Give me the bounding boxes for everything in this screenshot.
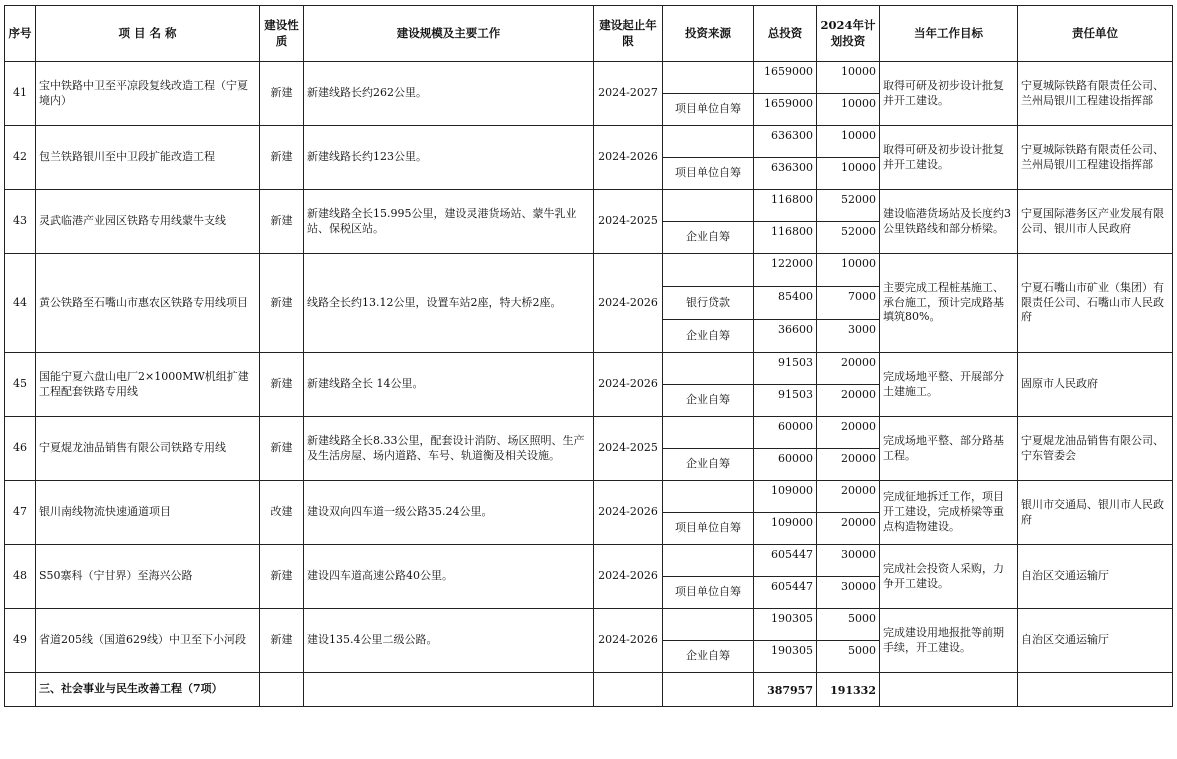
project-name: 省道205线（国道629线）中卫至下小河段 xyxy=(36,609,260,673)
fund-total: 109000 xyxy=(754,513,817,545)
fund-source: 项目单位自筹 xyxy=(663,513,754,545)
header-row xyxy=(5,6,1173,62)
fund-source xyxy=(663,254,754,287)
fund-total: 190305 xyxy=(754,609,817,641)
section-row xyxy=(5,673,1173,707)
fund-plan: 52000 xyxy=(817,222,880,254)
fund-source: 企业自筹 xyxy=(663,320,754,353)
project-nature: 新建 xyxy=(260,190,304,254)
fund-source xyxy=(663,126,754,158)
section-seq xyxy=(5,673,36,707)
fund-plan: 30000 xyxy=(817,577,880,609)
project-goal: 完成场地平整、开展部分土建施工。 xyxy=(880,353,1018,417)
project-period: 2024-2025 xyxy=(594,190,663,254)
project-nature: 新建 xyxy=(260,353,304,417)
fund-plan: 10000 xyxy=(817,126,880,158)
fund-plan: 30000 xyxy=(817,545,880,577)
fund-plan: 10000 xyxy=(817,62,880,94)
fund-plan: 5000 xyxy=(817,641,880,673)
fund-plan: 10000 xyxy=(817,254,880,287)
fund-source xyxy=(663,609,754,641)
header-plan: 2024年计划投资 xyxy=(817,6,880,62)
project-period: 2024-2026 xyxy=(594,609,663,673)
fund-total: 109000 xyxy=(754,481,817,513)
project-name: 包兰铁路银川至中卫段扩能改造工程 xyxy=(36,126,260,190)
project-nature: 改建 xyxy=(260,481,304,545)
project-seq: 47 xyxy=(5,481,36,545)
header-scope: 建设规模及主要工作 xyxy=(304,6,594,62)
project-unit: 宁夏国际港务区产业发展有限公司、银川市人民政府 xyxy=(1018,190,1173,254)
fund-plan: 20000 xyxy=(817,481,880,513)
fund-source: 企业自筹 xyxy=(663,385,754,417)
project-name: S50寨科（宁甘界）至海兴公路 xyxy=(36,545,260,609)
project-unit: 宁夏石嘴山市矿业（集团）有限责任公司、石嘴山市人民政府 xyxy=(1018,254,1173,353)
project-scope: 建设双向四车道一级公路35.24公里。 xyxy=(304,481,594,545)
project-scope: 建设四车道高速公路40公里。 xyxy=(304,545,594,609)
project-scope: 新建线路全长15.995公里，建设灵港货场站、蒙牛乳业站、保税区站。 xyxy=(304,190,594,254)
project-period: 2024-2027 xyxy=(594,62,663,126)
project-unit: 自治区交通运输厅 xyxy=(1018,609,1173,673)
project-unit: 固原市人民政府 xyxy=(1018,353,1173,417)
table-row xyxy=(5,126,1173,158)
project-goal: 建设临港货场站及长度约3公里铁路线和部分桥梁。 xyxy=(880,190,1018,254)
fund-total: 605447 xyxy=(754,545,817,577)
project-goal: 完成建设用地报批等前期手续，开工建设。 xyxy=(880,609,1018,673)
fund-source: 项目单位自筹 xyxy=(663,94,754,126)
table-row xyxy=(5,190,1173,222)
project-period: 2024-2025 xyxy=(594,417,663,481)
fund-total: 85400 xyxy=(754,287,817,320)
fund-plan: 7000 xyxy=(817,287,880,320)
project-scope: 新建线路长约262公里。 xyxy=(304,62,594,126)
project-name: 国能宁夏六盘山电厂2×1000MW机组扩建工程配套铁路专用线 xyxy=(36,353,260,417)
fund-total: 1659000 xyxy=(754,62,817,94)
section-label: 三、社会事业与民生改善工程（7项） xyxy=(36,673,260,707)
project-seq: 43 xyxy=(5,190,36,254)
project-goal: 取得可研及初步设计批复并开工建设。 xyxy=(880,126,1018,190)
project-scope: 新建线路全长 14公里。 xyxy=(304,353,594,417)
project-scope: 新建线路全长8.33公里，配套设计消防、场区照明、生产及生活房屋、场内道路、车号、轨道衡及相关设施。 xyxy=(304,417,594,481)
project-name: 银川南线物流快速通道项目 xyxy=(36,481,260,545)
fund-plan: 3000 xyxy=(817,320,880,353)
project-name: 黄公铁路至石嘴山市惠农区铁路专用线项目 xyxy=(36,254,260,353)
fund-total: 122000 xyxy=(754,254,817,287)
project-scope: 建设135.4公里二级公路。 xyxy=(304,609,594,673)
header-source: 投资来源 xyxy=(663,6,754,62)
project-scope: 新建线路长约123公里。 xyxy=(304,126,594,190)
header-goal: 当年工作目标 xyxy=(880,6,1018,62)
fund-total: 636300 xyxy=(754,158,817,190)
project-goal: 完成征地拆迁工作，项目开工建设，完成桥梁等重点构造物建设。 xyxy=(880,481,1018,545)
project-unit: 宁夏焜龙油品销售有限公司、宁东管委会 xyxy=(1018,417,1173,481)
fund-total: 36600 xyxy=(754,320,817,353)
fund-source xyxy=(663,417,754,449)
fund-total: 1659000 xyxy=(754,94,817,126)
fund-plan: 20000 xyxy=(817,385,880,417)
fund-plan: 10000 xyxy=(817,158,880,190)
project-nature: 新建 xyxy=(260,417,304,481)
project-seq: 44 xyxy=(5,254,36,353)
fund-source: 银行贷款 xyxy=(663,287,754,320)
project-unit: 宁夏城际铁路有限责任公司、兰州局银川工程建设指挥部 xyxy=(1018,126,1173,190)
project-seq: 45 xyxy=(5,353,36,417)
fund-total: 605447 xyxy=(754,577,817,609)
project-name: 宁夏焜龙油品销售有限公司铁路专用线 xyxy=(36,417,260,481)
fund-source: 企业自筹 xyxy=(663,222,754,254)
fund-source: 项目单位自筹 xyxy=(663,158,754,190)
table-row xyxy=(5,353,1173,385)
table-row xyxy=(5,417,1173,449)
table-row xyxy=(5,481,1173,513)
fund-total: 190305 xyxy=(754,641,817,673)
fund-total: 60000 xyxy=(754,417,817,449)
project-period: 2024-2026 xyxy=(594,254,663,353)
project-seq: 48 xyxy=(5,545,36,609)
fund-source xyxy=(663,545,754,577)
investment-table xyxy=(4,5,1173,707)
fund-source: 项目单位自筹 xyxy=(663,577,754,609)
fund-total: 116800 xyxy=(754,190,817,222)
section-plan: 191332 xyxy=(817,673,880,707)
project-name: 宝中铁路中卫至平凉段复线改造工程（宁夏境内） xyxy=(36,62,260,126)
fund-plan: 10000 xyxy=(817,94,880,126)
project-seq: 49 xyxy=(5,609,36,673)
fund-total: 91503 xyxy=(754,353,817,385)
project-nature: 新建 xyxy=(260,126,304,190)
project-nature: 新建 xyxy=(260,254,304,353)
project-nature: 新建 xyxy=(260,609,304,673)
table-row xyxy=(5,609,1173,641)
header-total: 总投资 xyxy=(754,6,817,62)
table-body xyxy=(5,62,1173,707)
fund-plan: 5000 xyxy=(817,609,880,641)
project-seq: 46 xyxy=(5,417,36,481)
table-row xyxy=(5,254,1173,287)
table-row xyxy=(5,545,1173,577)
fund-source xyxy=(663,62,754,94)
fund-plan: 52000 xyxy=(817,190,880,222)
fund-source: 企业自筹 xyxy=(663,641,754,673)
table-row xyxy=(5,62,1173,94)
project-seq: 42 xyxy=(5,126,36,190)
project-goal: 主要完成工程桩基施工、承台施工，预计完成路基填筑80%。 xyxy=(880,254,1018,353)
header-nature: 建设性质 xyxy=(260,6,304,62)
project-name: 灵武临港产业园区铁路专用线蒙牛支线 xyxy=(36,190,260,254)
fund-total: 91503 xyxy=(754,385,817,417)
fund-source: 企业自筹 xyxy=(663,449,754,481)
project-seq: 41 xyxy=(5,62,36,126)
project-goal: 完成场地平整、部分路基工程。 xyxy=(880,417,1018,481)
header-seq: 序号 xyxy=(5,6,36,62)
fund-source xyxy=(663,353,754,385)
fund-source xyxy=(663,190,754,222)
project-period: 2024-2026 xyxy=(594,353,663,417)
project-scope: 线路全长约13.12公里，设置车站2座，特大桥2座。 xyxy=(304,254,594,353)
project-goal: 完成社会投资人采购，力争开工建设。 xyxy=(880,545,1018,609)
project-nature: 新建 xyxy=(260,545,304,609)
project-unit: 银川市交通局、银川市人民政府 xyxy=(1018,481,1173,545)
fund-plan: 20000 xyxy=(817,417,880,449)
header-name: 项 目 名 称 xyxy=(36,6,260,62)
header-unit: 责任单位 xyxy=(1018,6,1173,62)
fund-total: 60000 xyxy=(754,449,817,481)
fund-plan: 20000 xyxy=(817,353,880,385)
project-period: 2024-2026 xyxy=(594,126,663,190)
fund-plan: 20000 xyxy=(817,449,880,481)
project-unit: 宁夏城际铁路有限责任公司、兰州局银川工程建设指挥部 xyxy=(1018,62,1173,126)
header-period: 建设起止年限 xyxy=(594,6,663,62)
fund-source xyxy=(663,481,754,513)
project-unit: 自治区交通运输厅 xyxy=(1018,545,1173,609)
fund-total: 636300 xyxy=(754,126,817,158)
project-goal: 取得可研及初步设计批复并开工建设。 xyxy=(880,62,1018,126)
section-total: 387957 xyxy=(754,673,817,707)
fund-total: 116800 xyxy=(754,222,817,254)
project-period: 2024-2026 xyxy=(594,545,663,609)
project-period: 2024-2026 xyxy=(594,481,663,545)
fund-plan: 20000 xyxy=(817,513,880,545)
project-nature: 新建 xyxy=(260,62,304,126)
